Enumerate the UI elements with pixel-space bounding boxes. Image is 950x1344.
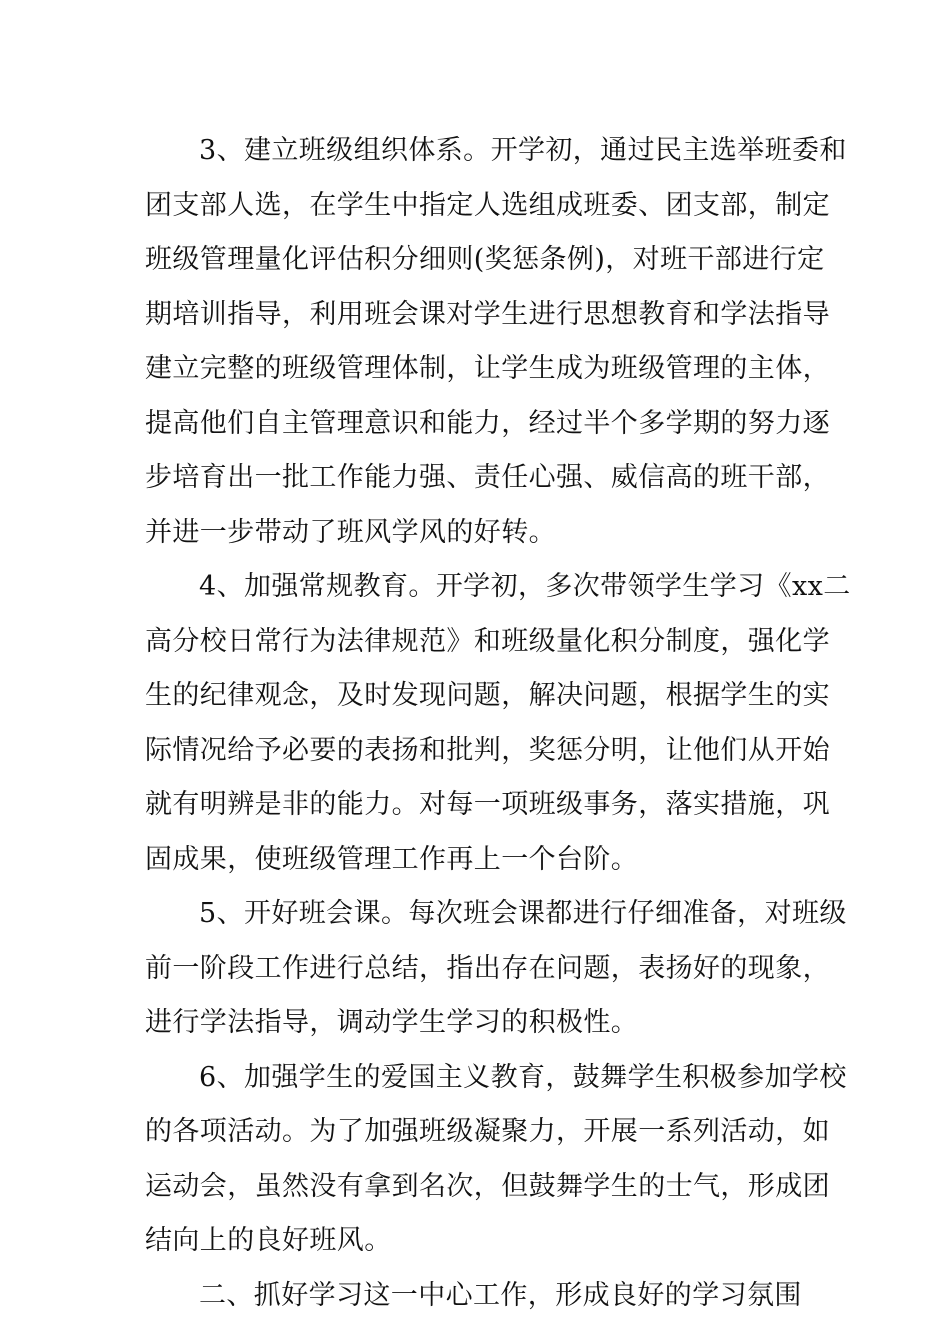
text-line: 就有明辨是非的能力。对每一项班级事务，落实措施，巩 [145,789,830,820]
text-line: 4、加强常规教育。开学初，多次带领学生学习《xx二 [199,571,851,602]
text-line: 生的纪律观念，及时发现问题，解决问题，根据学生的实 [145,680,830,711]
text-line: 前一阶段工作进行总结，指出存在问题，表扬好的现象， [145,952,830,984]
text-line: 结向上的良好班风。 [145,1225,392,1256]
text-line: 班级管理量化评估积分细则(奖惩条例)，对班干部进行定 [145,244,825,275]
text-line: 高分校日常行为法律规范》和班级量化积分制度，强化学 [145,625,830,657]
paragraph-item-6 [145,1051,847,1269]
paragraph-item-3 [145,124,847,560]
text-line: 际情况给予必要的表扬和批判，奖惩分明，让他们从开始 [145,734,830,766]
paragraph-item-4 [145,560,851,887]
text-line: 二、抓好学习这一中心工作，形成良好的学习氛围 [199,1279,802,1311]
paragraph-item-5 [145,887,847,1051]
text-line: 运动会，虽然没有拿到名次，但鼓舞学生的士气，形成团 [145,1170,830,1202]
text-line: 固成果，使班级管理工作再上一个台阶。 [145,843,639,875]
text-line: 的各项活动。为了加强班级凝聚力，开展一系列活动，如 [145,1116,830,1147]
text-line: 团支部人选，在学生中指定人选组成班委、团支部，制定 [145,189,830,221]
text-line: 并进一步带动了班风学风的好转。 [145,516,556,548]
section-heading-2 [145,1269,807,1324]
text-line: 5、开好班会课。每次班会课都进行仔细准备，对班级 [199,898,847,929]
text-line: 进行学法指导，调动学生学习的积极性。 [145,1007,639,1038]
text-line: 6、加强学生的爱国主义教育，鼓舞学生积极参加学校 [199,1061,847,1093]
text-line: 提高他们自主管理意识和能力，经过半个多学期的努力逐 [145,407,830,439]
text-line: 3、建立班级组织体系。开学初，通过民主选举班委和 [199,135,847,166]
text-line: 步培育出一批工作能力强、责任心强、威信高的班干部， [145,462,830,493]
text-line: 期培训指导，利用班会课对学生进行思想教育和学法指导 [145,298,830,330]
text-line: 建立完整的班级管理体制，让学生成为班级管理的主体， [145,353,830,384]
document-body [145,124,851,1323]
